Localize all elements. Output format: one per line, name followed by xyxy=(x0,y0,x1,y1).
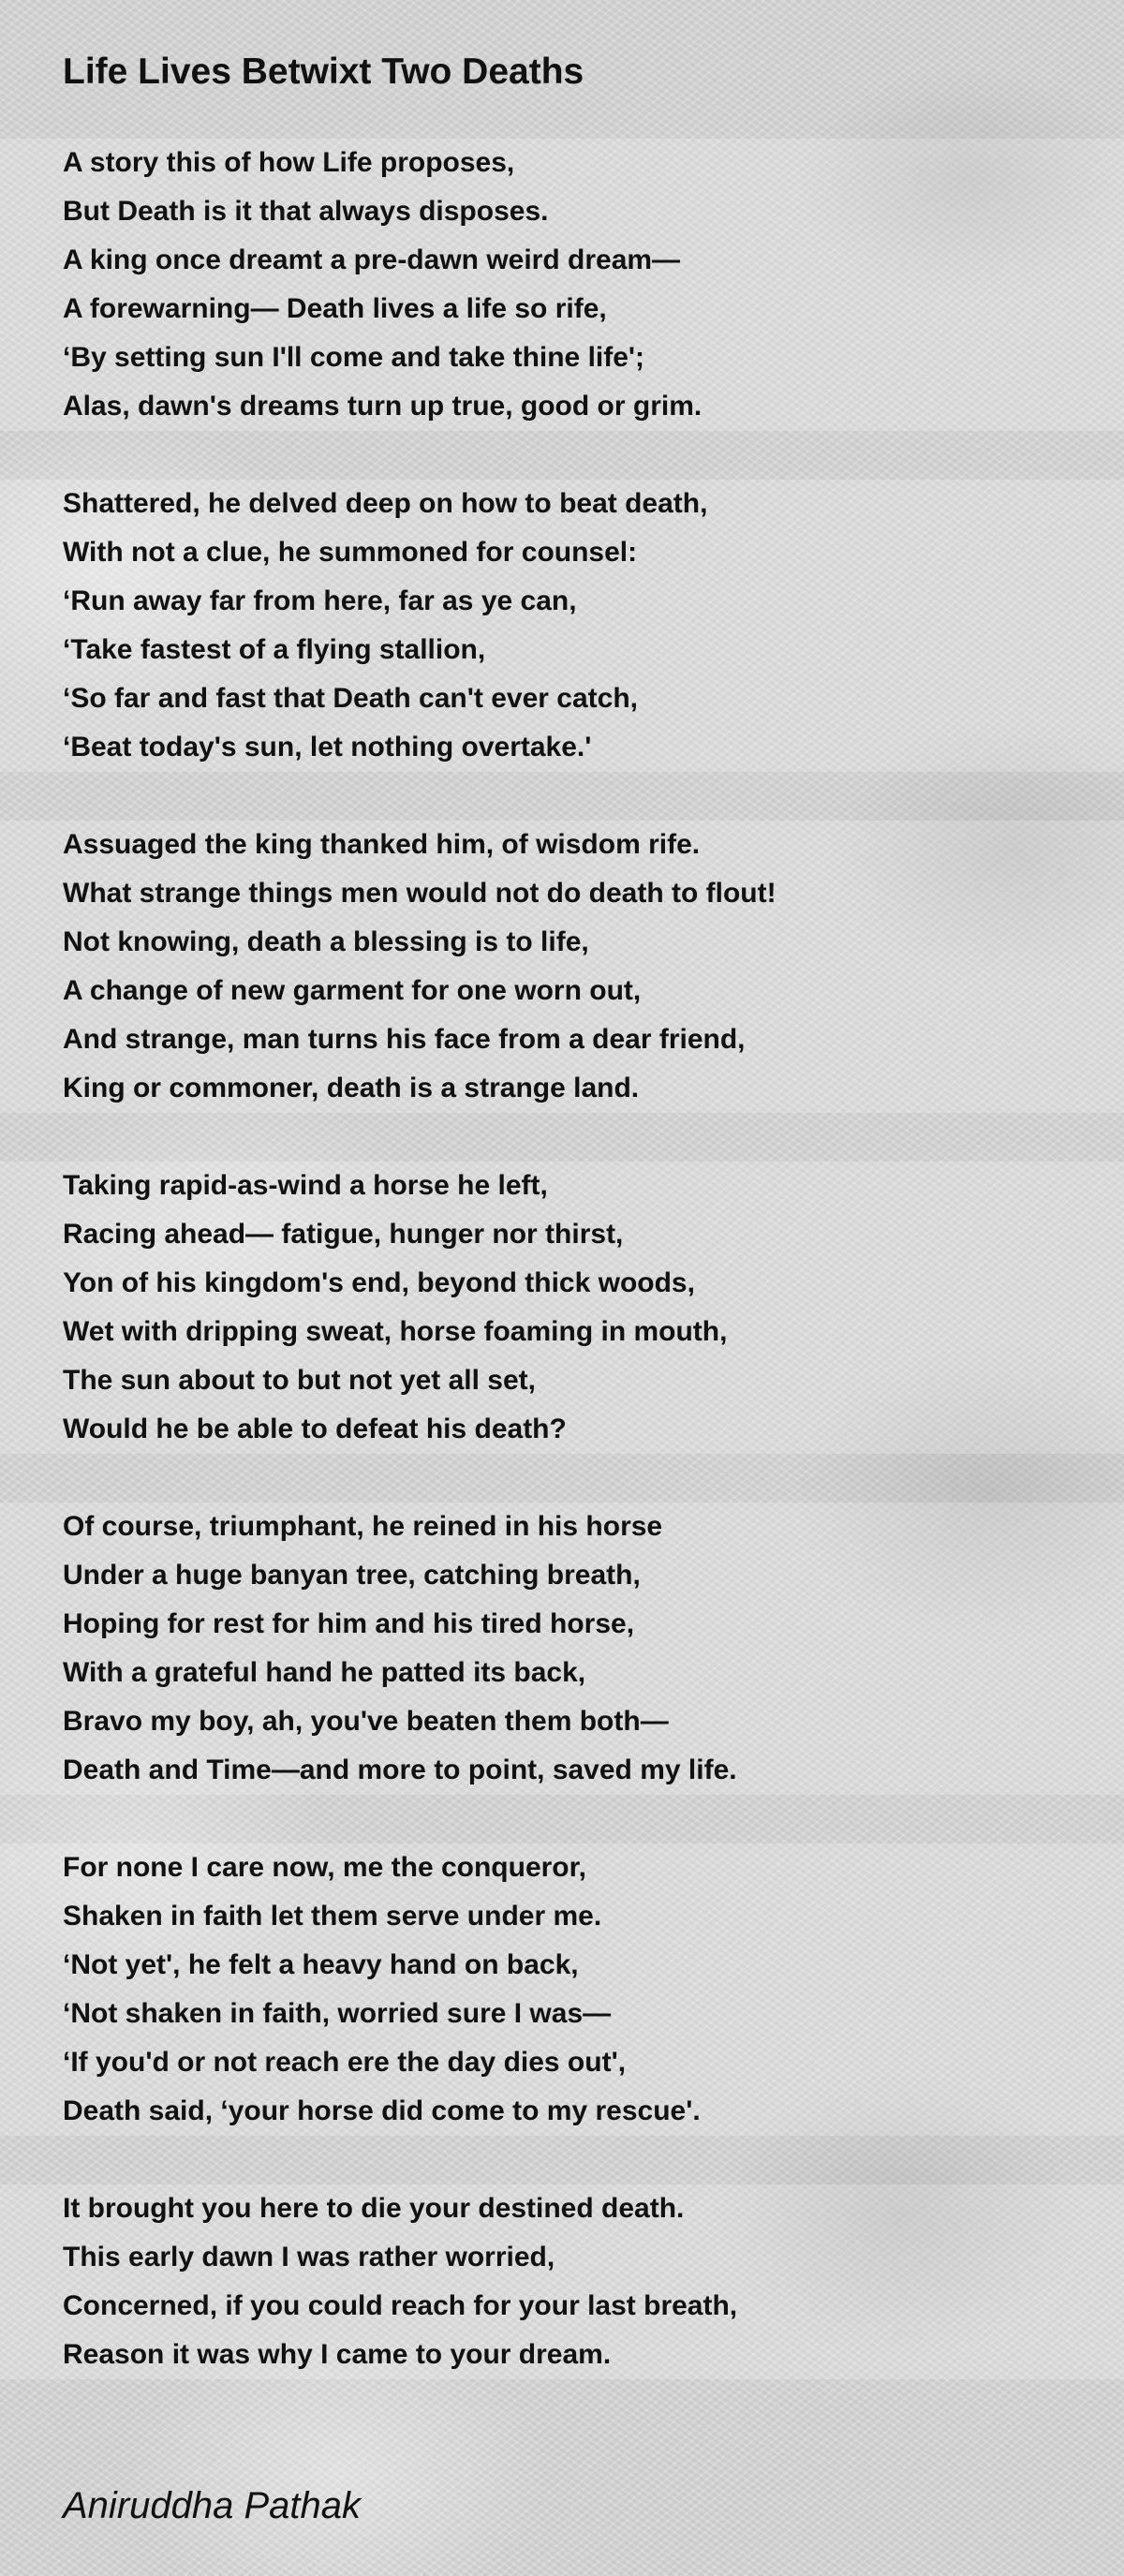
stanza-5 xyxy=(0,1503,1124,1795)
poem-line: Shaken in faith let them serve under me. xyxy=(63,1901,602,1932)
poem-line: But Death is it that always disposes. xyxy=(63,196,549,227)
poem-line: ‘Run away far from here, far as ye can, xyxy=(63,585,577,616)
poem-line: It brought you here to die your destined death. xyxy=(63,2193,685,2224)
poem-line: ‘Not shaken in faith, worried sure I was— xyxy=(63,1998,612,2029)
poem-line: The sun about to but not yet all set, xyxy=(63,1365,537,1396)
poem-line: Would he be able to defeat his death? xyxy=(63,1414,567,1444)
stanza-7 xyxy=(0,2184,1124,2379)
poem-line: With a grateful hand he patted its back, xyxy=(63,1657,586,1688)
poem-line: What strange things men would not do death to flout! xyxy=(63,878,776,909)
poem-line: And strange, man turns his face from a dear friend, xyxy=(63,1024,746,1055)
stanza-2 xyxy=(0,480,1124,772)
poem-line: Under a huge banyan tree, catching breath, xyxy=(63,1560,641,1591)
poem-line: King or commoner, death is a strange land. xyxy=(63,1073,640,1103)
poem-line: Concerned, if you could reach for your last breath, xyxy=(63,2290,738,2321)
poem-line: Assuaged the king thanked him, of wisdom rife. xyxy=(63,829,701,860)
poem-line: Yon of his kingdom's end, beyond thick woods, xyxy=(63,1267,695,1298)
poem-line: Taking rapid-as-wind a horse he left, xyxy=(63,1170,548,1201)
poem-line: For none I care now, me the conqueror, xyxy=(63,1852,586,1883)
poem-line: ‘Take fastest of a flying stallion, xyxy=(63,634,486,665)
poem-title: Life Lives Betwixt Two Deaths xyxy=(63,52,584,92)
poem-line: ‘Beat today's sun, let nothing overtake.' xyxy=(63,732,592,762)
poem-line: Death and Time—and more to point, saved my life. xyxy=(63,1754,737,1785)
poem-author: Aniruddha Pathak xyxy=(63,2485,362,2526)
poem-line: Hoping for rest for him and his tired horse, xyxy=(63,1608,635,1639)
poem-line: Not knowing, death a blessing is to life, xyxy=(63,926,589,957)
poem-line: ‘So far and fast that Death can't ever catch, xyxy=(63,683,638,714)
poem-line: ‘If you'd or not reach ere the day dies out', xyxy=(63,2047,627,2078)
poem-line: Of course, triumphant, he reined in his horse xyxy=(63,1511,663,1542)
stanza-3 xyxy=(0,821,1124,1113)
poem-line: ‘Not yet', he felt a heavy hand on back, xyxy=(63,1949,579,1980)
poem-line: Alas, dawn's dreams turn up true, good or grim. xyxy=(63,391,702,422)
poem-line: Bravo my boy, ah, you've beaten them both— xyxy=(63,1706,669,1737)
poem-line: A change of new garment for one worn out, xyxy=(63,975,642,1006)
poem-line: Reason it was why I came to your dream. xyxy=(63,2339,612,2370)
poem-line: Racing ahead— fatigue, hunger nor thirst, xyxy=(63,1219,624,1250)
poem-line: A forewarning— Death lives a life so rife, xyxy=(63,293,607,324)
stanza-6 xyxy=(0,1843,1124,2136)
poem-line: Death said, ‘your horse did come to my rescue'. xyxy=(63,2095,701,2126)
poem-line: ‘By setting sun I'll come and take thine life'; xyxy=(63,342,645,373)
poem-line: A king once dreamt a pre-dawn weird dream— xyxy=(63,244,681,275)
poem-line: Shattered, he delved deep on how to beat death, xyxy=(63,488,708,519)
poem-line: Wet with dripping sweat, horse foaming in mouth, xyxy=(63,1316,728,1347)
stanza-1 xyxy=(0,139,1124,431)
poem-line: A story this of how Life proposes, xyxy=(63,147,515,178)
poem-line: With not a clue, he summoned for counsel: xyxy=(63,537,638,568)
poem-line: This early dawn I was rather worried, xyxy=(63,2242,555,2273)
stanza-4 xyxy=(0,1162,1124,1454)
